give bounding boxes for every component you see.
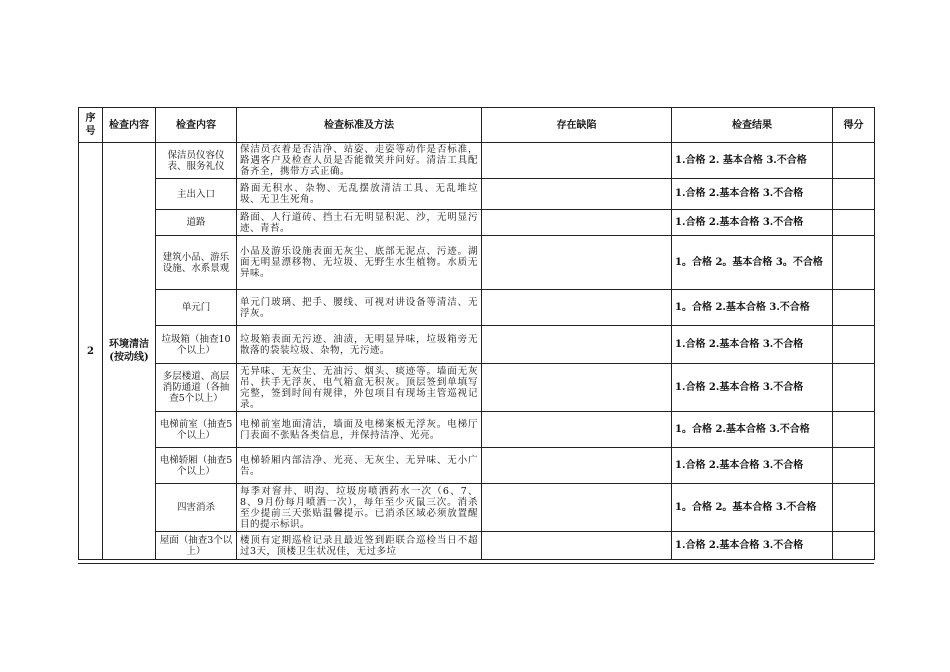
score-cell[interactable] <box>833 236 875 290</box>
table-row <box>79 326 875 364</box>
defect-cell[interactable] <box>482 143 672 179</box>
header-no: 序号 <box>79 108 103 143</box>
item-cell: 四害消杀 <box>156 484 237 532</box>
defect-cell[interactable] <box>482 448 672 484</box>
table-row <box>79 143 875 179</box>
inspection-sheet <box>78 107 874 560</box>
header-row <box>79 108 875 143</box>
result-cell[interactable]: 1.合格 2.基本合格 3.不合格 <box>672 210 833 236</box>
score-cell[interactable] <box>833 143 875 179</box>
standard-cell: 电梯轿厢内部洁净、光亮、无灰尘、无异味、无小广告。 <box>237 448 482 484</box>
result-cell[interactable]: 1.合格 2. 基本合格 3.不合格 <box>672 143 833 179</box>
result-cell[interactable]: 1。合格 2。基本合格 3。不合格 <box>672 236 833 290</box>
score-cell[interactable] <box>833 412 875 448</box>
header-standard: 检查标准及方法 <box>237 108 482 143</box>
defect-cell[interactable] <box>482 364 672 412</box>
score-cell[interactable] <box>833 448 875 484</box>
standard-cell: 垃圾箱表面无污迹、油渍，无明显异味，垃圾箱旁无散落的袋装垃圾、杂物，无污迹。 <box>237 326 482 364</box>
defect-cell[interactable] <box>482 412 672 448</box>
item-cell: 单元门 <box>156 290 237 326</box>
table-row <box>79 179 875 210</box>
standard-cell: 保洁员衣着是否洁净、站姿、走姿等动作是否标准，路遇客户及检查人员是否能微笑并问好。清洁工具配备齐全，携带方式正确。 <box>237 143 482 179</box>
defect-cell[interactable] <box>482 532 672 560</box>
score-cell[interactable] <box>833 326 875 364</box>
standard-cell: 小品及游乐设施表面无灰尘、底部无泥点、污迹。湖面无明显漂移物、无垃圾、无野生水生植物。水质无异味。 <box>237 236 482 290</box>
header-score: 得分 <box>833 108 875 143</box>
score-cell[interactable] <box>833 532 875 560</box>
table-row <box>79 236 875 290</box>
defect-cell[interactable] <box>482 179 672 210</box>
item-cell: 道路 <box>156 210 237 236</box>
defect-cell[interactable] <box>482 290 672 326</box>
score-cell[interactable] <box>833 210 875 236</box>
standard-cell: 路面无积水、杂物、无乱摆放清洁工具、无乱堆垃圾、无卫生死角。 <box>237 179 482 210</box>
header-result: 检查结果 <box>672 108 833 143</box>
result-cell[interactable]: 1.合格 2.基本合格 3.不合格 <box>672 179 833 210</box>
item-cell: 屋面（抽查3个以上） <box>156 532 237 560</box>
result-cell[interactable]: 1.合格 2.基本合格 3.不合格 <box>672 364 833 412</box>
score-cell[interactable] <box>833 179 875 210</box>
standard-cell: 楼顶有定期巡检记录且最近签到距联合巡检当日不超过3天，顶楼卫生状况佳，无过多垃 <box>237 532 482 560</box>
table-row <box>79 532 875 560</box>
standard-cell: 路面、人行道砖、挡土石无明显积泥、沙，无明显污迹、青苔。 <box>237 210 482 236</box>
result-cell[interactable]: 1.合格 2.基本合格 3.不合格 <box>672 532 833 560</box>
item-cell: 保洁员仪容仪表、服务礼仪 <box>156 143 237 179</box>
defect-cell[interactable] <box>482 210 672 236</box>
header-item: 检查内容 <box>156 108 237 143</box>
header-defect: 存在缺陷 <box>482 108 672 143</box>
item-cell: 多层楼道、高层消防通道（各抽查5个以上） <box>156 364 237 412</box>
result-cell[interactable]: 1。合格 2.基本合格 3.不合格 <box>672 290 833 326</box>
item-cell: 垃圾箱（抽查10个以上） <box>156 326 237 364</box>
standard-cell: 单元门玻璃、把手、腰线、可视对讲设备等清洁、无浮灰。 <box>237 290 482 326</box>
result-cell[interactable]: 1。合格 2。基本合格 3.不合格 <box>672 484 833 532</box>
standard-cell: 电梯前室地面清洁，墙面及电梯案板无浮灰。电梯厅门表面不张贴各类信息，并保持洁净、光亮。 <box>237 412 482 448</box>
section-number: 2 <box>79 143 103 560</box>
result-cell[interactable]: 1.合格 2.基本合格 3.不合格 <box>672 326 833 364</box>
section-category: 环境清洁(按动线) <box>103 143 156 560</box>
header-category: 检查内容 <box>103 108 156 143</box>
result-cell[interactable]: 1.合格 2.基本合格 3.不合格 <box>672 448 833 484</box>
standard-cell: 每季对窨井、明沟、垃圾房喷洒药水一次（6、7、8、9月份每月喷洒一次），每年至少灭鼠三次。消杀至少提前三天张贴温馨提示。已消杀区域必须放置醒目的提示标识。 <box>237 484 482 532</box>
table-row <box>79 448 875 484</box>
score-cell[interactable] <box>833 484 875 532</box>
result-cell[interactable]: 1。合格 2.基本合格 3.不合格 <box>672 412 833 448</box>
table-row <box>79 412 875 448</box>
item-cell: 电梯前室（抽查5个以上） <box>156 412 237 448</box>
page-bottom-rule <box>78 563 874 564</box>
score-cell[interactable] <box>833 364 875 412</box>
table-row <box>79 290 875 326</box>
item-cell: 主出入口 <box>156 179 237 210</box>
standard-cell: 无异味、无灰尘、无油污、烟头、痰迹等。墙面无灰吊、扶手无浮灰、电气箱盒无积灰。顶层签到单填写完整，签到时间有规律，外包项目有现场主管巡视记录。 <box>237 364 482 412</box>
item-cell: 建筑小品、游乐设施、水系景观 <box>156 236 237 290</box>
defect-cell[interactable] <box>482 236 672 290</box>
defect-cell[interactable] <box>482 326 672 364</box>
table-row <box>79 210 875 236</box>
table-row <box>79 364 875 412</box>
item-cell: 电梯轿厢（抽查5个以上） <box>156 448 237 484</box>
defect-cell[interactable] <box>482 484 672 532</box>
score-cell[interactable] <box>833 290 875 326</box>
table-row <box>79 484 875 532</box>
inspection-table <box>78 107 875 560</box>
